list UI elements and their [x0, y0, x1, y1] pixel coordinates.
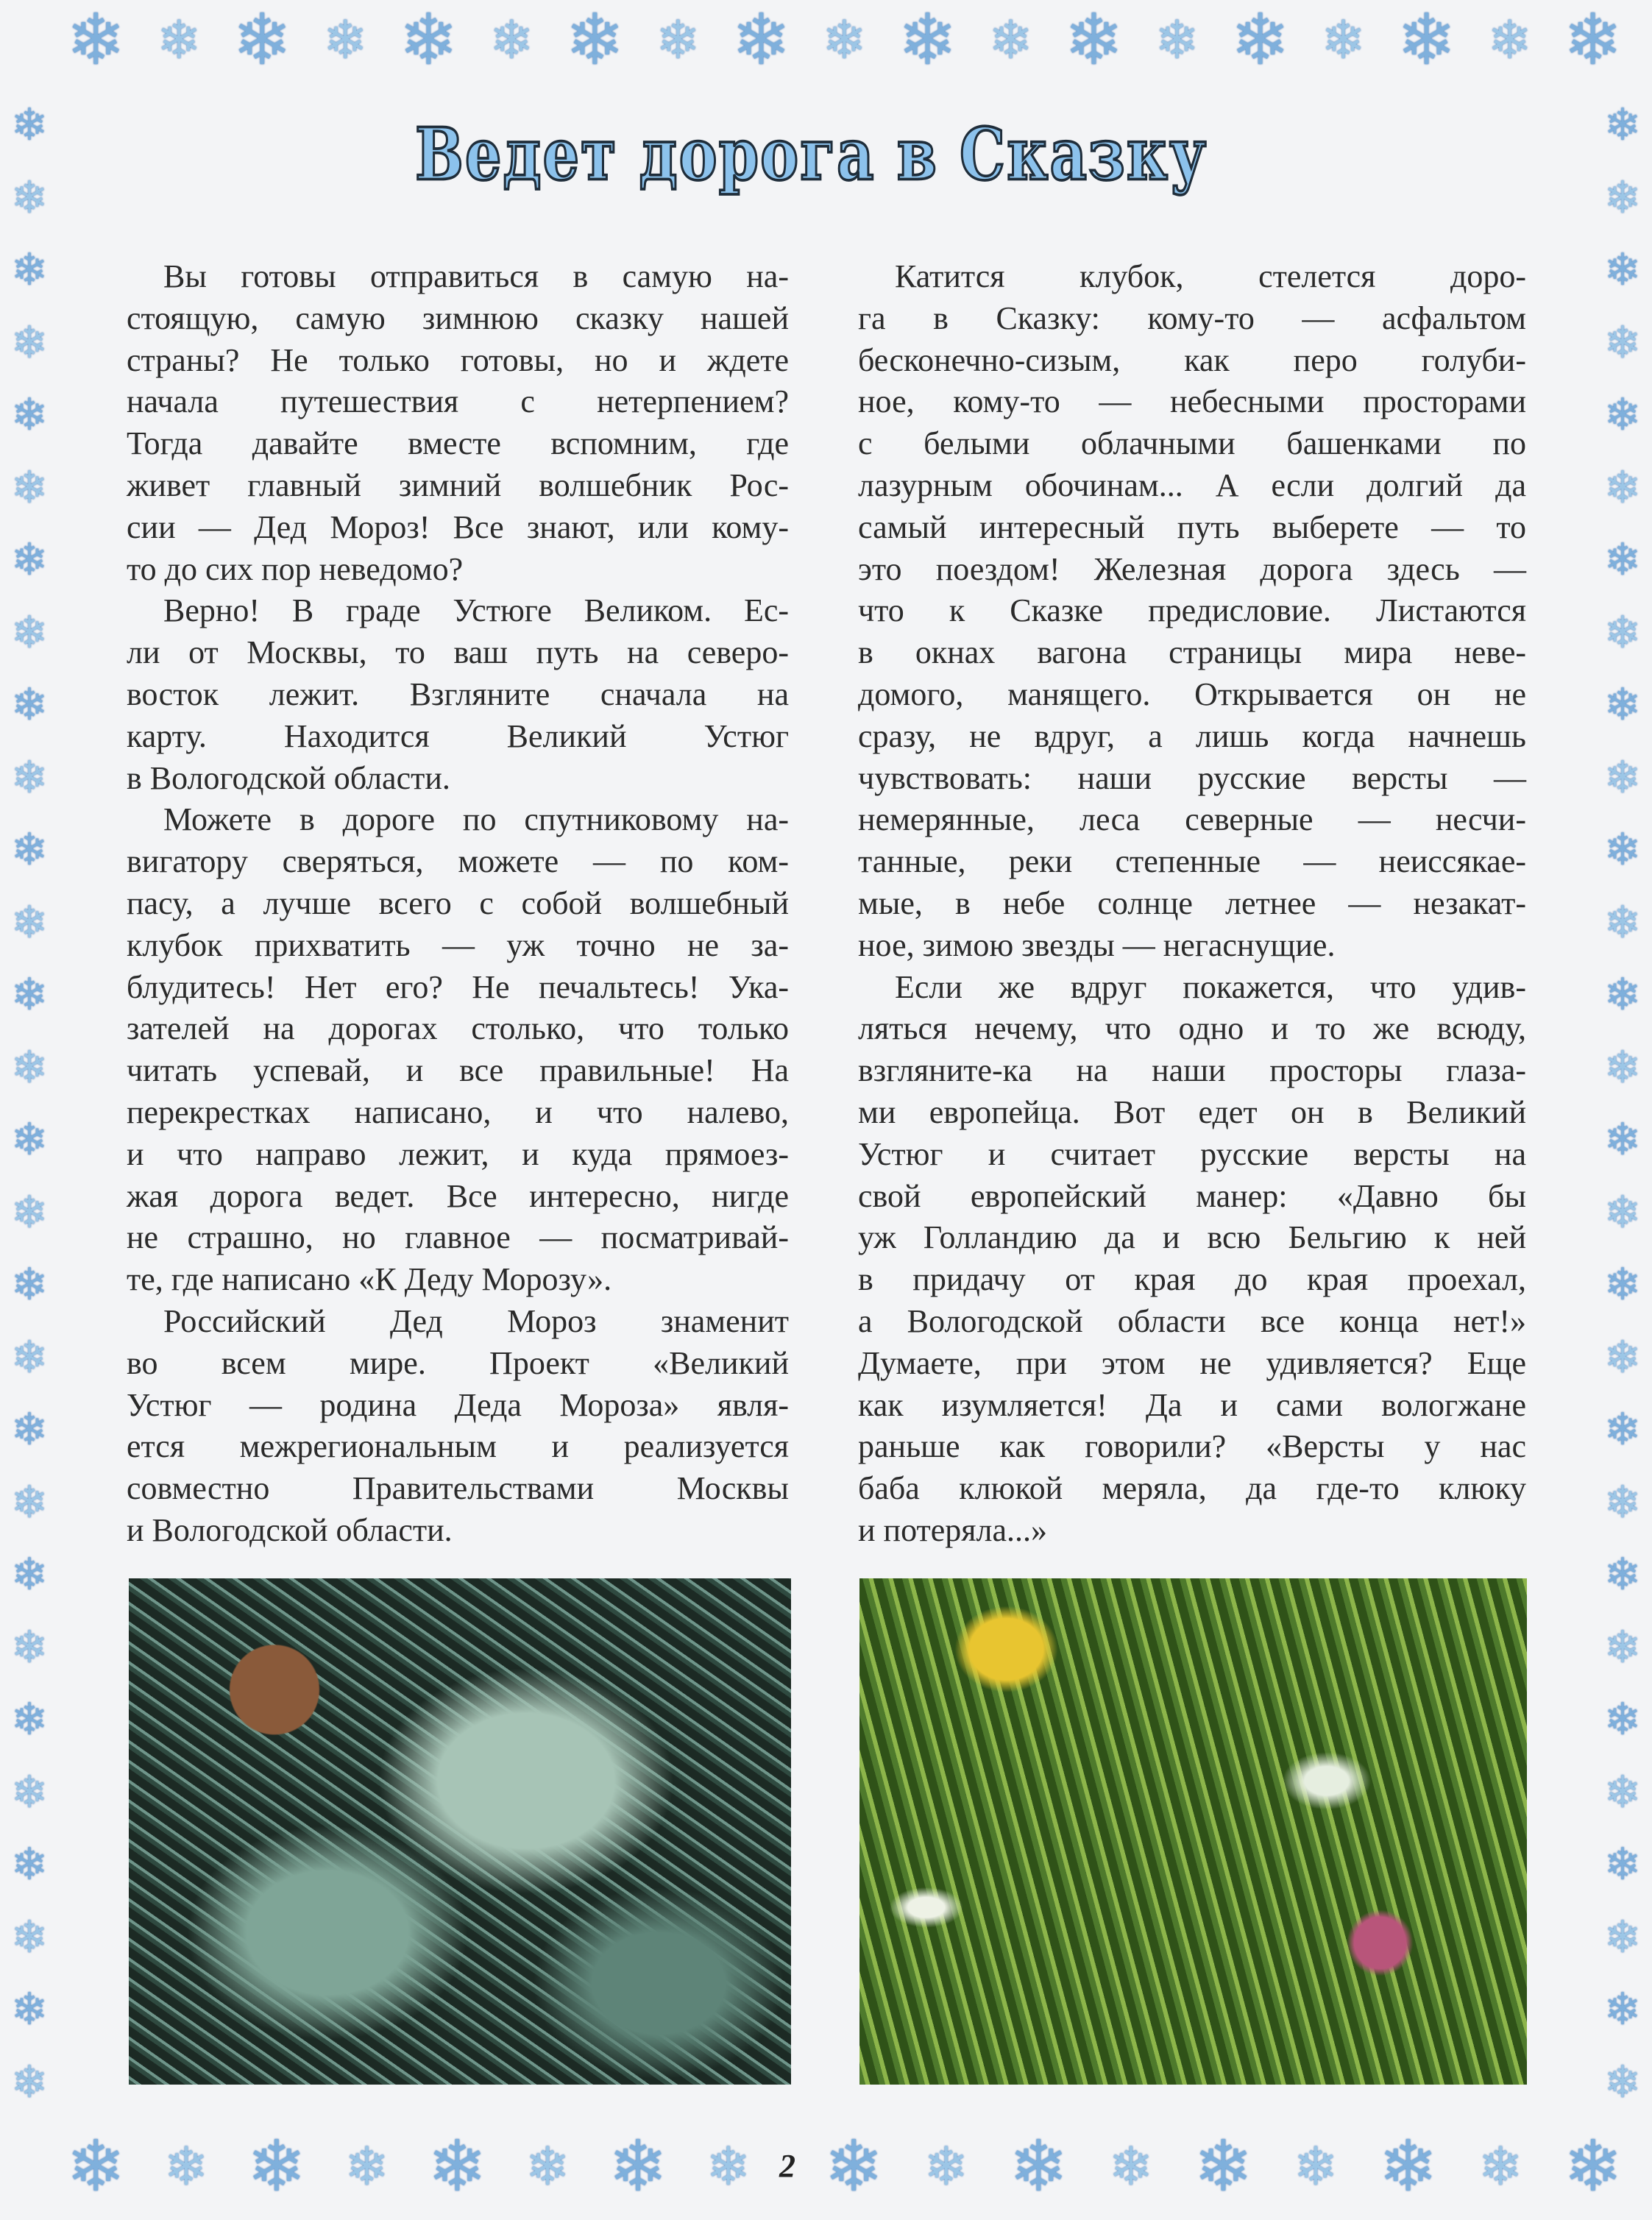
text-line: мые, в небе солнце летнее — незакат-: [858, 884, 1526, 921]
page-title: Ведет дорога в Сказку: [414, 113, 1208, 197]
text-line: зателей на дорогах столько, что только: [127, 1010, 789, 1047]
snowflake-icon: ❄: [1603, 898, 1642, 947]
snowflake-icon: ❄: [323, 11, 368, 70]
snowflake-icon: ❄: [10, 1695, 49, 1745]
snowflake-icon: ❄: [898, 1, 957, 79]
text-line: пасу, а лучше всего с собой волшебный: [127, 884, 789, 921]
page-number: 2: [779, 2148, 795, 2184]
snowflake-border-bottom-left: [66, 2123, 751, 2211]
snowflake-icon: ❄: [1064, 1, 1124, 79]
text-line: Можете в дороге по спутниковому на-: [163, 801, 789, 838]
snowflake-border-right: [1593, 101, 1652, 2107]
text-line: клубок прихватить — уж точно не за-: [127, 926, 789, 963]
snowflake-icon: ❄: [1603, 173, 1642, 222]
snowflake-icon: ❄: [1603, 1260, 1642, 1310]
snowflake-icon: ❄: [1009, 2127, 1068, 2206]
snowflake-icon: ❄: [1478, 2138, 1523, 2196]
snowflake-icon: ❄: [489, 11, 534, 70]
snowflake-icon: ❄: [428, 2127, 487, 2206]
snowflake-icon: ❄: [1563, 1, 1623, 79]
snowflake-icon: ❄: [1603, 246, 1642, 295]
snowflake-icon: ❄: [10, 753, 49, 802]
snowflake-icon: ❄: [1603, 463, 1642, 512]
text-line: Если же вдруг покажется, что удив-: [895, 968, 1526, 1005]
snowflake-icon: ❄: [10, 1623, 49, 1672]
snowflake-icon: ❄: [157, 11, 202, 70]
snowflake-icon: ❄: [10, 681, 49, 730]
snowflake-icon: ❄: [10, 1260, 49, 1310]
text-line: карту. Находится Великий Устюг: [127, 717, 789, 754]
text-line: свой европейский манер: «Давно бы: [858, 1177, 1526, 1214]
text-line: блудитесь! Нет его? Не печальтесь! Ука-: [127, 968, 789, 1005]
text-line: вигатору сверяться, можете — по ком-: [127, 843, 789, 880]
text-line: те, где написано «К Деду Морозу».: [127, 1261, 612, 1298]
text-line: Тогда давайте вместе вспомним, где: [127, 425, 789, 462]
text-line: Катится клубок, стелется доро-: [895, 258, 1526, 294]
snowflake-icon: ❄: [525, 2138, 570, 2196]
text-line: в Вологодской области.: [127, 759, 450, 796]
snowflake-icon: ❄: [10, 536, 49, 585]
snowflake-icon: ❄: [10, 318, 49, 367]
snowflake-icon: ❄: [10, 1912, 49, 1962]
text-line: сразу, не вдруг, а лишь когда начнешь: [858, 717, 1526, 754]
left-column: [127, 256, 789, 1552]
text-line: жая дорога ведет. Все интересно, нигде: [127, 1177, 789, 1214]
snowflake-icon: ❄: [1230, 1, 1290, 79]
snowflake-border-top: [66, 0, 1623, 85]
snowflake-icon: ❄: [10, 826, 49, 875]
snowflake-icon: ❄: [1321, 11, 1366, 70]
paragraph: [858, 256, 1526, 967]
paragraph: [858, 967, 1526, 1552]
text-line: что к Сказке предисловие. Листаются: [858, 592, 1526, 629]
snowflake-icon: ❄: [608, 2127, 668, 2206]
snowflake-border-bottom-right: [824, 2123, 1623, 2211]
snowflake-icon: ❄: [1563, 2127, 1623, 2206]
text-line: совместно Правительствами Москвы: [127, 1470, 789, 1507]
text-line: как изумляется! Да и сами вологжане: [858, 1386, 1526, 1423]
snowflake-icon: ❄: [1603, 1550, 1642, 1600]
paragraph: [127, 256, 789, 590]
snowflake-icon: ❄: [1603, 1695, 1642, 1745]
text-line: ное, зимою звезды — негаснущие.: [858, 926, 1336, 963]
text-line: в придачу от края до края проехал,: [858, 1261, 1526, 1298]
snowflake-icon: ❄: [1603, 1405, 1642, 1455]
snowflake-icon: ❄: [10, 608, 49, 657]
snowflake-icon: ❄: [731, 1, 791, 79]
snowflake-icon: ❄: [10, 173, 49, 222]
snowflake-icon: ❄: [1603, 608, 1642, 657]
snowflake-icon: ❄: [10, 1405, 49, 1455]
text-line: перекрестках написано, и что налево,: [127, 1093, 789, 1130]
snowflake-icon: ❄: [10, 1550, 49, 1600]
snowflake-icon: ❄: [1603, 826, 1642, 875]
snowflake-icon: ❄: [10, 463, 49, 512]
snowflake-icon: ❄: [10, 1840, 49, 1890]
snowflake-icon: ❄: [656, 11, 701, 70]
meadow-flowers-photo: [859, 1578, 1527, 2085]
snowflake-icon: ❄: [1293, 2138, 1339, 2196]
snowflake-icon: ❄: [1603, 101, 1642, 149]
text-line: ется межрегиональным и реализуется: [127, 1428, 789, 1465]
text-line: раньше как говорили? «Версты у нас: [858, 1428, 1526, 1465]
text-line: в окнах вагона страницы мира неве-: [858, 634, 1526, 671]
text-line: немерянные, леса северные — несчи-: [858, 801, 1526, 838]
text-line: Устюг и считает русские версты на: [858, 1135, 1526, 1172]
snowflake-border-left: [0, 101, 59, 2107]
snowflake-icon: ❄: [233, 1, 292, 79]
text-line: га в Сказку: кому-то — асфальтом: [858, 299, 1526, 336]
snowflake-icon: ❄: [824, 2127, 884, 2206]
snowflake-icon: ❄: [1603, 1333, 1642, 1382]
snowflake-icon: ❄: [706, 2138, 751, 2196]
snowflake-icon: ❄: [66, 2127, 126, 2206]
text-line: Верно! В граде Устюге Великом. Ес-: [163, 592, 789, 629]
snowflake-icon: ❄: [10, 971, 49, 1020]
text-line: и Вологодской области.: [127, 1511, 453, 1548]
snowflake-icon: ❄: [1603, 753, 1642, 802]
snowflake-icon: ❄: [10, 2057, 49, 2107]
text-line: самый интересный путь выберете — то: [858, 508, 1526, 545]
paragraph: [127, 590, 789, 799]
snowflake-icon: ❄: [1603, 1188, 1642, 1237]
paragraph: [127, 799, 789, 1301]
snowflake-icon: ❄: [10, 898, 49, 947]
text-line: не страшно, но главное — посматривай-: [127, 1219, 789, 1256]
snowflake-icon: ❄: [988, 11, 1033, 70]
snowflake-icon: ❄: [924, 2138, 968, 2196]
snowflake-icon: ❄: [399, 1, 458, 79]
text-line: баба клюкой меряла, да где-то клюку: [858, 1470, 1526, 1507]
text-line: сии — Дед Мороз! Все знают, или кому-: [127, 508, 789, 545]
snowflake-icon: ❄: [1194, 2127, 1253, 2206]
snowflake-icon: ❄: [1603, 391, 1642, 440]
snowflake-icon: ❄: [1603, 971, 1642, 1020]
text-line: лазурным обочинам... А если долгий да: [858, 467, 1526, 503]
snowflake-icon: ❄: [10, 1333, 49, 1382]
snowflake-icon: ❄: [10, 1188, 49, 1237]
snowflake-icon: ❄: [344, 2138, 389, 2196]
text-line: живет главный зимний волшебник Рос-: [127, 467, 789, 503]
snowflake-icon: ❄: [10, 391, 49, 440]
text-line: ляться нечему, что одно и то же всюду,: [858, 1010, 1526, 1047]
snowflake-icon: ❄: [10, 1767, 49, 1817]
snowflake-icon: ❄: [1603, 1767, 1642, 1817]
snowflake-icon: ❄: [10, 1116, 49, 1165]
snowflake-icon: ❄: [1603, 1840, 1642, 1890]
text-line: Вы готовы отправиться в самую на-: [163, 258, 789, 294]
text-line: взгляните-ка на наши просторы глаза-: [858, 1052, 1526, 1089]
snowflake-icon: ❄: [1603, 318, 1642, 367]
text-line: с белыми облачными башенками по: [858, 425, 1526, 462]
snowflake-icon: ❄: [1603, 1985, 1642, 2035]
snowflake-icon: ❄: [10, 101, 49, 149]
snowflake-icon: ❄: [163, 2138, 209, 2196]
snowflake-icon: ❄: [1155, 11, 1199, 70]
text-line: начала путешествия с нетерпением?: [127, 383, 789, 420]
text-line: Устюг — родина Деда Мороза» явля-: [127, 1386, 789, 1423]
text-line: во всем мире. Проект «Великий: [127, 1344, 789, 1381]
snowflake-icon: ❄: [822, 11, 867, 70]
snowflake-icon: ❄: [1603, 536, 1642, 585]
text-line: это поездом! Железная дорога здесь —: [858, 550, 1526, 587]
snowflake-icon: ❄: [247, 2127, 307, 2206]
snowflake-icon: ❄: [1603, 2057, 1642, 2107]
text-line: и потеряла...»: [858, 1511, 1047, 1548]
paragraph: [127, 1301, 789, 1552]
snowflake-icon: ❄: [1603, 1478, 1642, 1527]
text-line: ми европейца. Вот едет он в Великий: [858, 1093, 1526, 1130]
text-line: читать успевай, и все правильные! На: [127, 1052, 789, 1089]
snowflake-icon: ❄: [565, 1, 625, 79]
text-line: ли от Москвы, то ваш путь на северо-: [127, 634, 789, 671]
right-column: [858, 256, 1526, 1552]
text-line: а Вологодской области все конца нет!»: [858, 1302, 1526, 1339]
text-line: бесконечно-сизым, как перо голуби-: [858, 341, 1526, 378]
text-line: уж Голландию да и всю Бельгию к ней: [858, 1219, 1526, 1256]
snowflake-icon: ❄: [1397, 1, 1456, 79]
snowflake-icon: ❄: [1378, 2127, 1438, 2206]
text-line: и что направо лежит, и куда прямоез-: [127, 1135, 789, 1172]
spruce-branches-photo: [129, 1578, 791, 2085]
text-line: страны? Не только готовы, но и ждете: [127, 341, 789, 378]
snowflake-icon: ❄: [66, 1, 126, 79]
snowflake-icon: ❄: [1603, 1623, 1642, 1672]
snowflake-icon: ❄: [1487, 11, 1532, 70]
text-line: танные, реки степенные — неиссякае-: [858, 843, 1526, 880]
text-line: ное, кому-то — небесными просторами: [858, 383, 1526, 420]
snowflake-icon: ❄: [10, 1478, 49, 1527]
snowflake-icon: ❄: [1603, 1116, 1642, 1165]
snowflake-icon: ❄: [10, 246, 49, 295]
snowflake-icon: ❄: [1108, 2138, 1154, 2196]
text-line: чувствовать: наши русские версты —: [858, 759, 1526, 796]
text-line: Думаете, при этом не удивляется? Еще: [858, 1344, 1526, 1381]
snowflake-icon: ❄: [1603, 681, 1642, 730]
snowflake-icon: ❄: [1603, 1912, 1642, 1962]
snowflake-icon: ❄: [1603, 1043, 1642, 1092]
text-line: Российский Дед Мороз знаменит: [163, 1302, 789, 1339]
text-line: восток лежит. Взгляните сначала на: [127, 675, 789, 712]
text-line: то до сих пор неведомо?: [127, 550, 464, 587]
text-line: стоящую, самую зимнюю сказку нашей: [127, 299, 789, 336]
text-line: домого, манящего. Открывается он не: [858, 675, 1526, 712]
snowflake-icon: ❄: [10, 1043, 49, 1092]
snowflake-icon: ❄: [10, 1985, 49, 2035]
